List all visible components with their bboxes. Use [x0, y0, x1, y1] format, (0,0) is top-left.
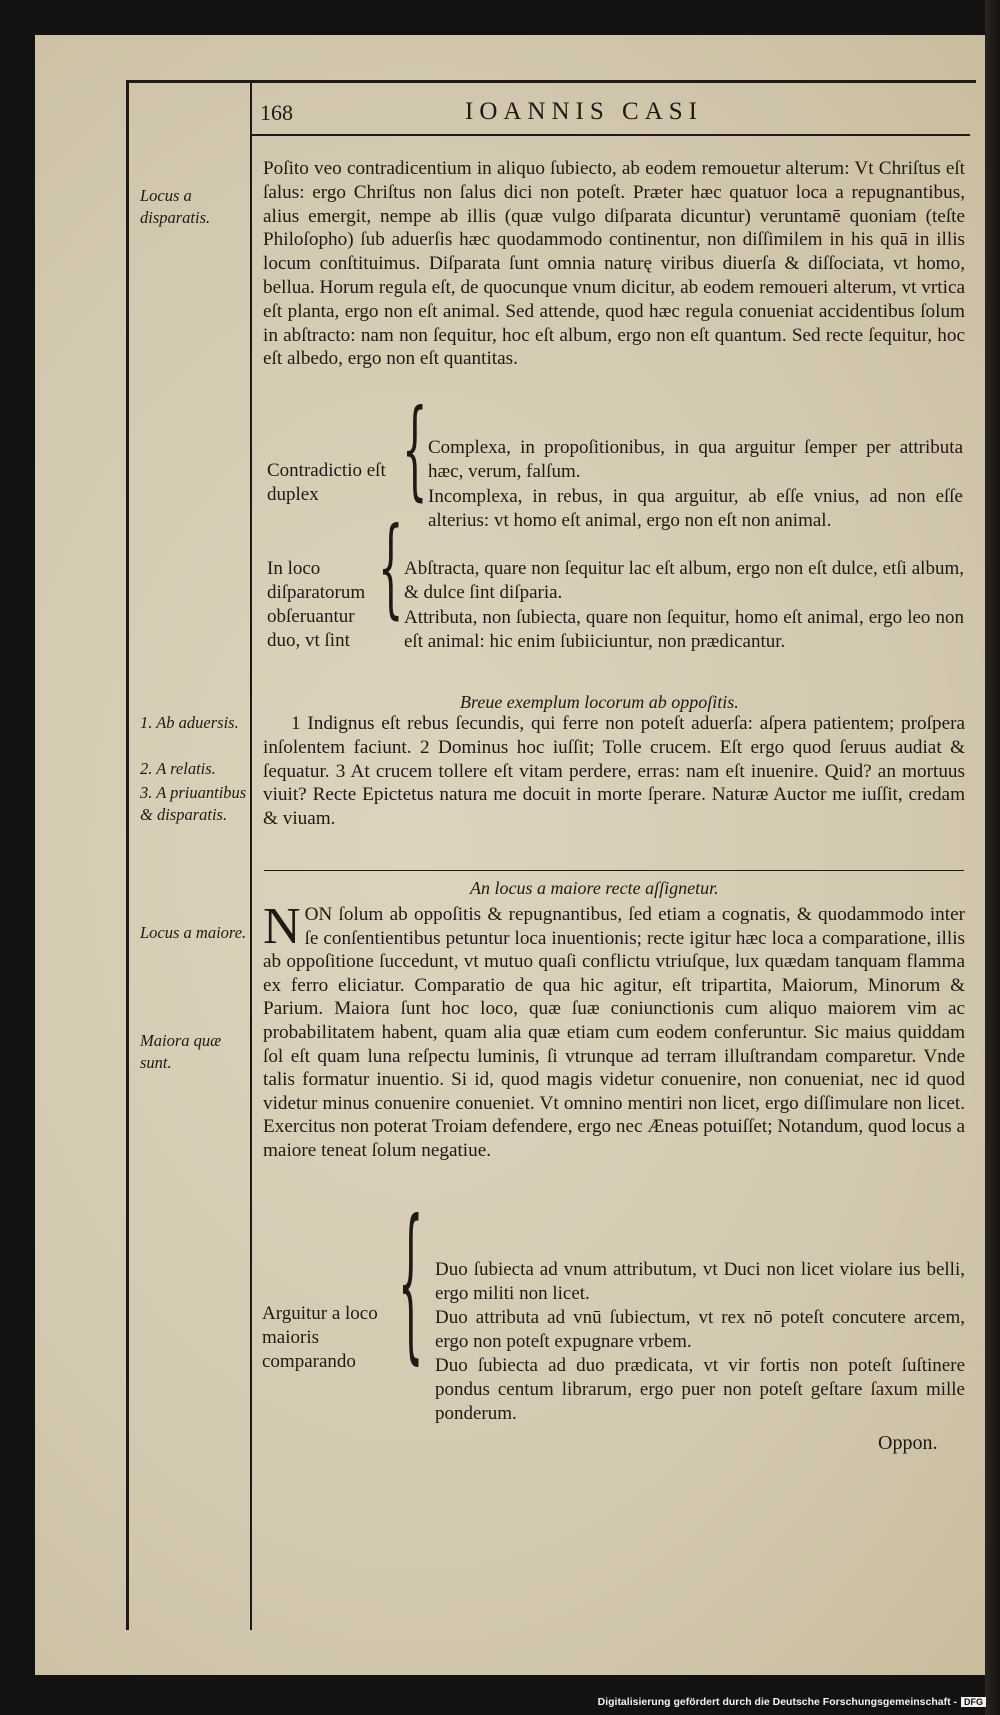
paragraph-text: Poſito veo contradicentium in aliquo ſubiecto, ab eodem remouetur alterum: Vt Chriſtus eſt ſalus: ergo Chriſtus non ſalus dici non poteſt. Præter hæc quatuor loca a repugnantibus, alius emergit, nempe ab illis (quæ vulgo diſparata dicuntur) veruntamē quoniam (teſte Philoſopho) ſub aduerſis hæc quodammodo continentur, non diſſimilem in his quā in illis locum conſtituimus. Diſparata ſunt omnia naturę viribus diuerſa & diſſociata, vt homo, bellua. Horum regula eſt, de quocunque vnum dicitur, ab eodem remoueri alterum, vt vrtica eſt planta, ergo non eſt animal. Sed attende, quod hæc regula conueniat accidentibus ſolum in abſtracto: nam non ſequitur, hoc eſt album, ergo non eſt quantum. Sed recte ſequitur, hoc eſt albedo, ergo non eſt quantitas.	[263, 158, 965, 370]
margin-divider-rule	[250, 80, 252, 1630]
credit-text: Digitalisierung gefördert durch die Deutsche Forschungsgemeinschaft -	[597, 1696, 957, 1708]
margin-note-list-1: 1. Ab aduersis.	[140, 713, 239, 732]
margin-note-maiora-quae: Maiora quæ sunt.	[140, 1031, 222, 1072]
drop-cap: N	[263, 898, 301, 955]
paragraph-text: ON ſolum ab oppoſitis & repugnantibus, ſed etiam a cognatis, & quodammodo inter ſe conſentientibus petuntur loca inuentionis; recte igitur hæc loca a comparatione, illis ab oppoſitione ſuccedunt, vt mutuo quaſi conflictu vtriuſque, lux quædam tanquam flamma ex ferro eliciatur. Comparatio de qua hic agitur, eſt tripartita, Maiorum, Minorum & Parium. Maiora ſunt hoc loco, quæ ſuæ coniunctionis cum aliquo maiorem vim ac probabilitatem habent, quam alia quæ etiam cum eodem conferuntur. Sic maius quiddam ſol eſt quam luna reſpectu luminis, ſi vtrunque ad terram illuſtrandam comparetur. Vnde talis formatur inuentio. Si id, quod magis videtur conuenire, non conueniat, nec id quod videtur minus conuenire conueniet. Vt omnino mentiri non licet, ergo diſſimulare non licet. Exercitus non poterat Troiam defendere, ergo nec Æneas potuiſſet; Notandum, quod locus a maiore teneat ſolum negatiue.	[263, 904, 965, 1161]
margin-note-locus-maiore: Locus a maiore.	[140, 923, 247, 942]
contradictio-item-1: Complexa, in propoſitionibus, in qua arguitur ſemper per attributa hæc, verum, falſum.	[428, 437, 963, 482]
body-paragraph-maiore	[263, 898, 965, 1163]
contradictio-item-2: Incomplexa, in rebus, in qua arguitur, ab eſſe vnius, ad non eſſe alterius: vt homo eſt animal, ergo non eſt non animal.	[428, 486, 963, 531]
heading-maiore: An locus a maiore recte aſſignetur.	[470, 878, 719, 898]
digitization-credit	[598, 1696, 986, 1708]
paragraph-text: 1 Indignus eſt rebus ſecundis, qui ferre non poteſt aduerſa: aſpera patientem; proſpera inſolentem faciunt. 2 Dominus hoc iuſſit; Tolle crucem. Eſt ergo quod ſeruus audiat & ſequatur. 3 At crucem tollere eſt vitam perdere, erras: nam eſt inuenire. Quid? an mortuus viuit? Recte Epictetus natura me docuit in morte ſperare. Naturæ Auctor me iuſſit, credam & viuam.	[263, 713, 965, 830]
contradictio-label: Contradictio eſt duplex	[267, 460, 386, 505]
left-frame-rule	[126, 80, 129, 1630]
margin-note-locus-disparatis: Locus a disparatis.	[140, 186, 211, 227]
margin-note-list-3: 3. A priuantibus & disparatis.	[140, 783, 247, 824]
heading-exemplum: Breue exemplum locorum ab oppoſitis.	[460, 692, 739, 712]
maioris-brace: {	[398, 1188, 424, 1382]
body-paragraph-exemplum	[263, 712, 965, 831]
catchword: Oppon.	[878, 1432, 938, 1454]
maioris-label: Arguitur a loco maioris comparando	[262, 1303, 378, 1372]
maioris-item-1: Duo ſubiecta ad vnum attributum, vt Duci non licet violare ius belli, ergo militi non licet.	[435, 1259, 965, 1304]
disparatorum-brace: {	[378, 506, 404, 632]
page-number: 168	[260, 100, 293, 125]
section-divider	[264, 870, 964, 871]
body-paragraph-1	[263, 157, 965, 371]
top-frame-rule	[126, 80, 976, 83]
header-underline	[252, 134, 970, 136]
maioris-item-3: Duo ſubiecta ad duo prædicata, vt vir fortis non poteſt ſuſtinere pondus centum librarum, ergo puer non poteſt geſtare ſaxum mille ponderum.	[435, 1355, 965, 1424]
disparatorum-item-1: Abſtracta, quare non ſequitur lac eſt album, ergo non eſt dulce, etſi album, & dulce ſint diſparia.	[404, 558, 964, 603]
disparatorum-label: In loco diſparatorum obſeruantur duo, vt ſint	[267, 558, 366, 651]
dfg-logo: DFG	[961, 1697, 986, 1707]
maioris-item-2: Duo attributa ad vnū ſubiectum, vt rex nō poteſt concutere arcem, ergo non poteſt expugnare vrbem.	[435, 1307, 965, 1352]
scan-edge	[985, 0, 1000, 1715]
margin-note-list-2: 2. A relatis.	[140, 759, 216, 778]
running-head: IOANNIS CASI	[465, 98, 703, 125]
contradictio-brace: {	[402, 388, 428, 514]
disparatorum-item-2: Attributa, non ſubiecta, quare non ſequitur, homo eſt animal, ergo leo non eſt animal: hic enim ſubiiciuntur, non prædicantur.	[404, 607, 964, 652]
